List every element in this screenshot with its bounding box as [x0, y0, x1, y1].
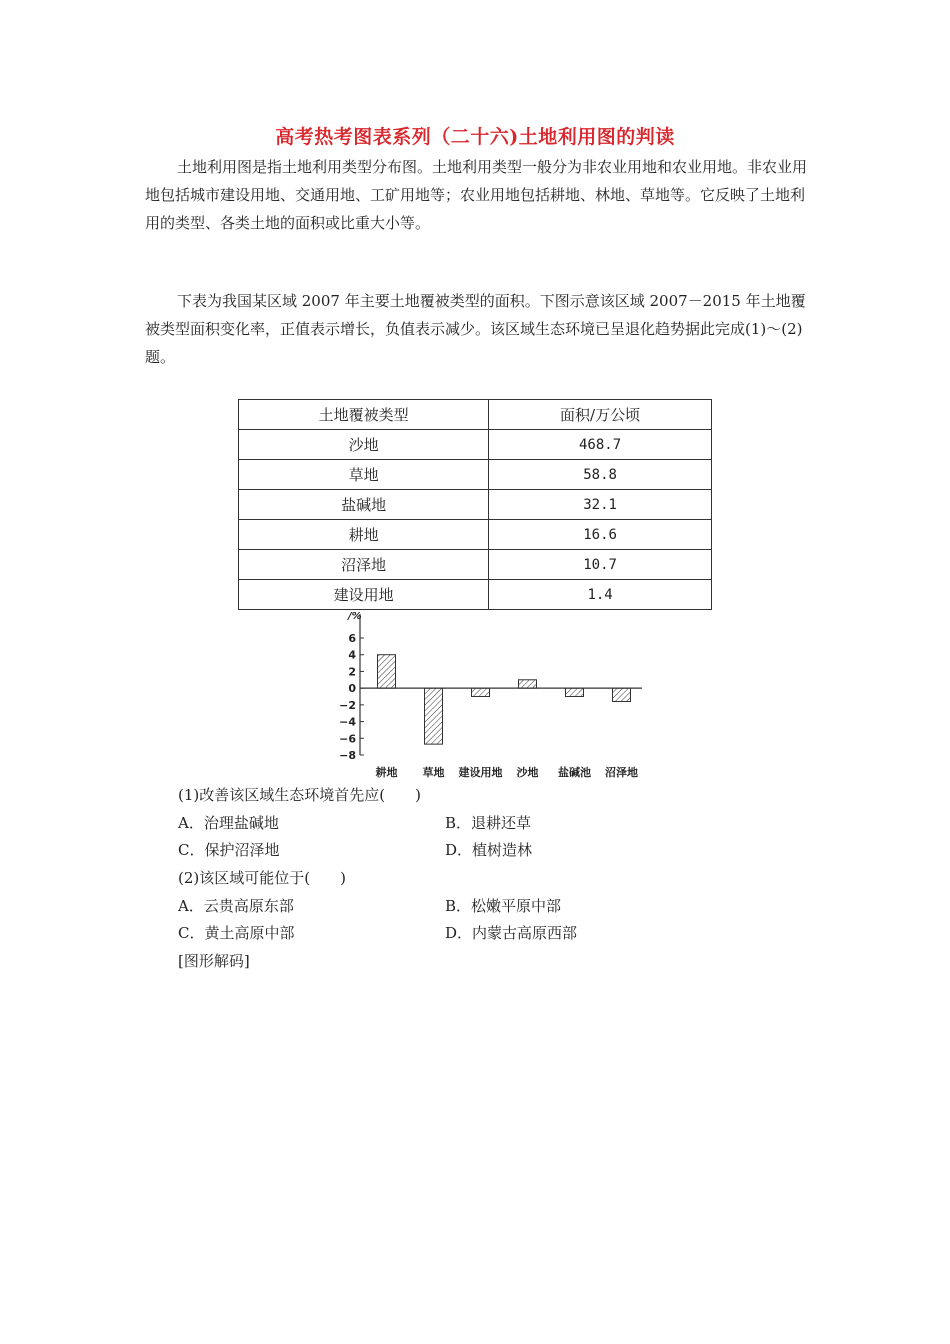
table-cell-area: 468.7 — [489, 430, 712, 460]
x-category-label: 耕地 — [375, 766, 398, 779]
x-category-label: 沼泽地 — [605, 766, 638, 779]
bar-4 — [519, 680, 537, 688]
y-tick-label: 0 — [348, 682, 356, 696]
question-1-option-a[interactable]: A．治理盐碱地 — [178, 814, 279, 832]
question-2-option-a[interactable]: A．云贵高原东部 — [178, 897, 294, 915]
table-row — [239, 430, 712, 460]
table-row — [239, 550, 712, 580]
bar-3 — [472, 688, 490, 696]
y-tick-label: 6 — [348, 632, 356, 645]
question-1-option-c[interactable]: C．保护沼泽地 — [178, 841, 280, 859]
table-cell-type: 沼泽地 — [239, 550, 489, 580]
table-header-area: 面积/万公顷 — [489, 400, 712, 430]
question-1-stem: (1)改善该区域生态环境首先应( ) — [178, 786, 421, 804]
x-category-label: 盐碱池 — [558, 766, 591, 779]
land-cover-change-chart — [320, 606, 660, 781]
table-cell-area: 1.4 — [489, 580, 712, 610]
question-2-option-c[interactable]: C．黄土高原中部 — [178, 924, 295, 942]
y-tick-label: −8 — [339, 749, 356, 762]
question-intro-paragraph: 下表为我国某区域 2007 年主要土地覆被类型的面积。下图示意该区域 2007－2015 年土地覆被类型面积变化率，正值表示增长，负值表示减少。该区域生态环境已呈退化趋势据此完成(1)～(2)题。 — [145, 292, 806, 366]
bar-5 — [566, 688, 584, 696]
land-cover-area-table — [238, 399, 712, 610]
table-row — [239, 490, 712, 520]
question-1-option-b[interactable]: B．退耕还草 — [445, 814, 532, 832]
table-cell-area: 32.1 — [489, 490, 712, 520]
x-category-label: 沙地 — [516, 766, 539, 779]
table-cell-type: 耕地 — [239, 520, 489, 550]
table-cell-type: 草地 — [239, 460, 489, 490]
y-tick-label: 4 — [348, 648, 356, 662]
table-cell-area: 16.6 — [489, 520, 712, 550]
question-2-option-d[interactable]: D．内蒙古高原西部 — [445, 924, 578, 942]
y-tick-label: −2 — [339, 698, 356, 712]
table-cell-type: 建设用地 — [239, 580, 489, 610]
x-category-label: 建设用地 — [458, 766, 503, 779]
question-2-option-b[interactable]: B．松嫩平原中部 — [445, 897, 562, 915]
table-row — [239, 520, 712, 550]
y-tick-label: 2 — [348, 665, 356, 679]
table-row — [239, 580, 712, 610]
x-category-label: 草地 — [422, 766, 445, 779]
y-axis-label: /% — [348, 611, 362, 622]
page-title: 高考热考图表系列（二十六)土地利用图的判读 — [275, 126, 675, 148]
bar-2 — [425, 688, 443, 744]
bar-1 — [378, 655, 396, 688]
bar-6 — [613, 688, 631, 701]
table-row — [239, 460, 712, 490]
table-cell-type: 盐碱地 — [239, 490, 489, 520]
table-header-row — [239, 400, 712, 430]
table-cell-area: 58.8 — [489, 460, 712, 490]
question-2-stem: (2)该区域可能位于( ) — [178, 869, 346, 887]
table-cell-type: 沙地 — [239, 430, 489, 460]
intro-paragraph: 土地利用图是指土地利用类型分布图。土地利用类型一般分为非农业用地和农业用地。非农业用地包括城市建设用地、交通用地、工矿用地等；农业用地包括耕地、林地、草地等。它反映了土地利用的类型、各类土地的面积或比重大小等。 — [145, 158, 808, 232]
figure-decode-label: [图形解码] — [178, 952, 250, 970]
table-header-type: 土地覆被类型 — [239, 400, 489, 430]
y-tick-label: −6 — [339, 732, 356, 746]
table-cell-area: 10.7 — [489, 550, 712, 580]
y-tick-label: −4 — [339, 715, 356, 729]
question-1-option-d[interactable]: D．植树造林 — [445, 841, 533, 859]
